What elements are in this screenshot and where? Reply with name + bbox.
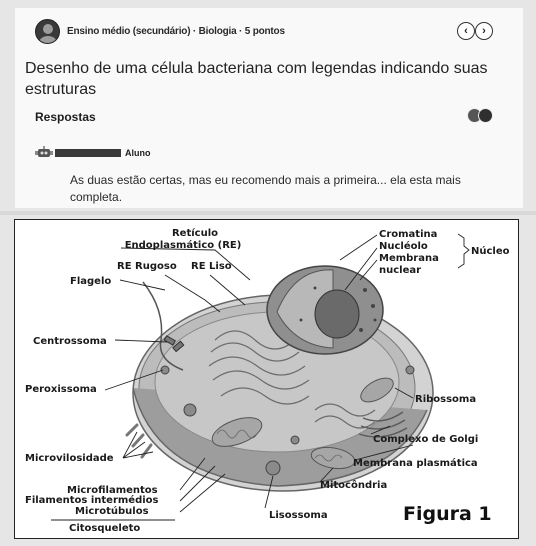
robot-icon [35, 146, 53, 160]
next-button[interactable] [475, 22, 493, 40]
label-flagelo: Flagelo [70, 276, 112, 287]
label-re-rugoso: RE Rugoso [117, 261, 177, 272]
answer-body: As duas estão certas, mas eu recomendo mais a primeira... ela esta mais completa. [70, 173, 461, 204]
answers-header: Respostas [35, 110, 96, 124]
cell-figure[interactable] [14, 219, 519, 539]
label-complexo-golgi: Complexo de Golgi [373, 434, 479, 445]
author-role: Aluno [125, 148, 151, 158]
label-re-liso: RE Liso [191, 261, 232, 272]
label-membrana-plasmatica: Membrana plasmática [353, 458, 478, 469]
chevron-right-icon: › [482, 24, 486, 37]
question-card [15, 8, 523, 208]
label-filamentos: Filamentos intermédios [25, 495, 159, 506]
label-mitocondria: Mitocôndria [320, 480, 388, 491]
label-lisossoma: Lisossoma [269, 510, 328, 521]
figure-title: Figura 1 [403, 503, 492, 525]
label-peroxissoma: Peroxissoma [25, 384, 97, 395]
label-ribossoma: Ribossoma [415, 394, 477, 405]
answer-author [35, 144, 151, 162]
label-microvilosidade: Microvilosidade [25, 453, 114, 464]
author-name-redacted[interactable] [55, 149, 121, 157]
question-nav [457, 22, 493, 40]
label-nucleo: Núcleo [471, 246, 510, 257]
avatar[interactable] [35, 19, 60, 44]
label-membrana-nuclear: Membrana [379, 253, 439, 264]
label-citosqueleto: Citosqueleto [69, 523, 141, 534]
cell-diagram [15, 220, 517, 537]
label-nucleolo: Nucléolo [379, 241, 428, 252]
answerer-avatars [467, 108, 495, 124]
label-membrana-nuclear-2: nuclear [379, 265, 422, 276]
avatar-icon [478, 108, 493, 123]
label-microfilamentos: Microfilamentos [67, 485, 158, 496]
label-cromatina: Cromatina [379, 229, 438, 240]
question-text: Desenho de uma célula bacteriana com legendas indicando suas estruturas [25, 60, 488, 98]
prev-button[interactable] [457, 22, 475, 40]
question-meta [35, 17, 285, 45]
label-reticulo-2: Endoplasmático (RE) [124, 240, 242, 251]
label-reticulo: Retículo [171, 228, 219, 239]
divider [0, 211, 536, 215]
chevron-left-icon: ‹ [464, 24, 468, 37]
meta-text: Ensino médio (secundário) · Biologia · 5 pontos [67, 25, 285, 37]
label-centrossoma: Centrossoma [33, 336, 107, 347]
label-microtubulos: Microtúbulos [75, 506, 149, 517]
